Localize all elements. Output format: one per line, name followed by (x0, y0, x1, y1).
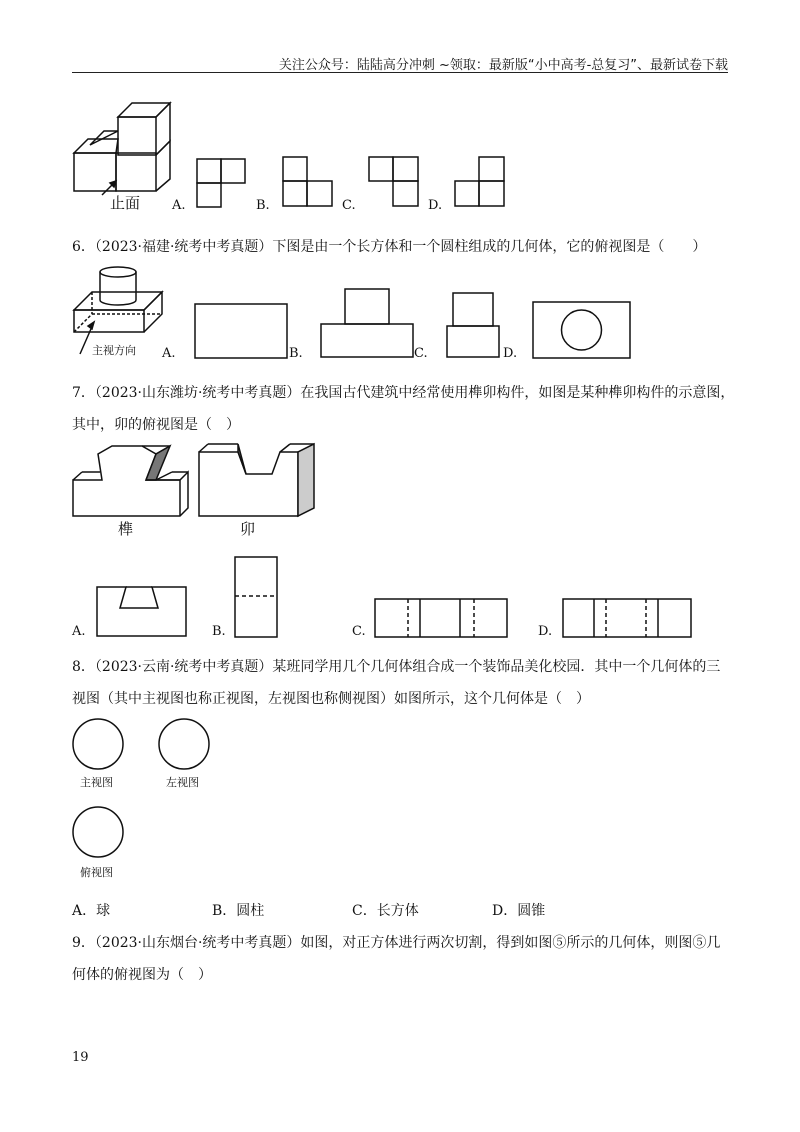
q5-option-a-figure (196, 158, 246, 210)
q7-option-d-figure (562, 598, 692, 638)
q5-option-b-figure (282, 156, 334, 208)
q5-option-c: C. (342, 198, 356, 213)
q8-line2: 视图（其中主视图也称正视图，左视图也称侧视图）如图所示，这个几何体是（ ） (72, 691, 590, 707)
q6-option-b-figure (320, 288, 414, 358)
q5-option-b: B. (256, 198, 270, 213)
q7-tenon-figure (72, 440, 192, 520)
q6-option-d: D. (503, 346, 518, 361)
q7-line2: 其中，卯的俯视图是（ ） (72, 417, 240, 433)
q8-top-view (72, 806, 124, 858)
q7-option-a: A. (72, 624, 86, 639)
q7-option-a-figure (96, 586, 188, 638)
q7-option-c: C. (352, 624, 366, 639)
q5-option-d: D. (428, 198, 443, 213)
q5-cube-figure (72, 95, 172, 195)
q5-option-d-figure (454, 156, 506, 208)
q8-option-d: D．圆锥 (492, 903, 546, 919)
page-number: 19 (72, 1050, 89, 1065)
q7-tenon-label: 榫 (118, 520, 134, 538)
q8-main-view-label: 主视图 (80, 776, 113, 789)
q6-option-a: A. (162, 346, 176, 361)
q6-option-a-figure (194, 303, 288, 359)
q9-line1: 9．（2023·山东烟台·统考中考真题）如图，对正方体进行两次切割，得到如图⑤所示的几何体，则图⑤几 (72, 935, 721, 951)
q6-option-d-figure (532, 301, 632, 359)
q5-option-a: A. (172, 198, 186, 213)
q7-mortise-figure (198, 440, 318, 520)
q6-view-label: 主视方向 (92, 344, 136, 357)
q8-left-view (158, 718, 210, 770)
q9-line2: 何体的俯视图为（ ） (72, 967, 212, 983)
q7-option-b-figure (234, 556, 278, 638)
q8-line1: 8．（2023·云南·统考中考真题）某班同学用几个几何体组合成一个装饰品美化校园．其中一个几何体的三 (72, 659, 721, 675)
q7-line1: 7．（2023·山东潍坊·统考中考真题）在我国古代建筑中经常使用榫卯构件，如图是某种榫卯构件的示意图， (72, 385, 735, 401)
q5-front-label: 止面 (110, 194, 141, 212)
q8-left-view-label: 左视图 (166, 776, 199, 789)
q8-main-view (72, 718, 124, 770)
q6-option-c-figure (446, 292, 502, 358)
q7-option-c-figure (374, 598, 508, 638)
q7-mortise-label: 卯 (240, 520, 256, 538)
q5-option-c-figure (368, 156, 420, 208)
q6-option-b: B. (289, 346, 303, 361)
q7-option-d: D. (538, 624, 553, 639)
header-text: 关注公众号：陆陆高分冲刺 ~领取：最新版“小中高考-总复习”、最新试卷下载 (278, 58, 728, 73)
q6-option-c: C. (414, 346, 428, 361)
q8-option-b: B．圆柱 (212, 903, 265, 919)
q8-top-view-label: 俯视图 (80, 866, 113, 879)
q8-option-c: C．长方体 (352, 903, 419, 919)
q6-text: 6．（2023·福建·统考中考真题）下图是由一个长方体和一个圆柱组成的几何体，它的俯视图是（ ） (72, 239, 707, 255)
page-header (72, 52, 728, 73)
q7-option-b: B. (212, 624, 226, 639)
q8-option-a: A．球 (72, 903, 111, 919)
